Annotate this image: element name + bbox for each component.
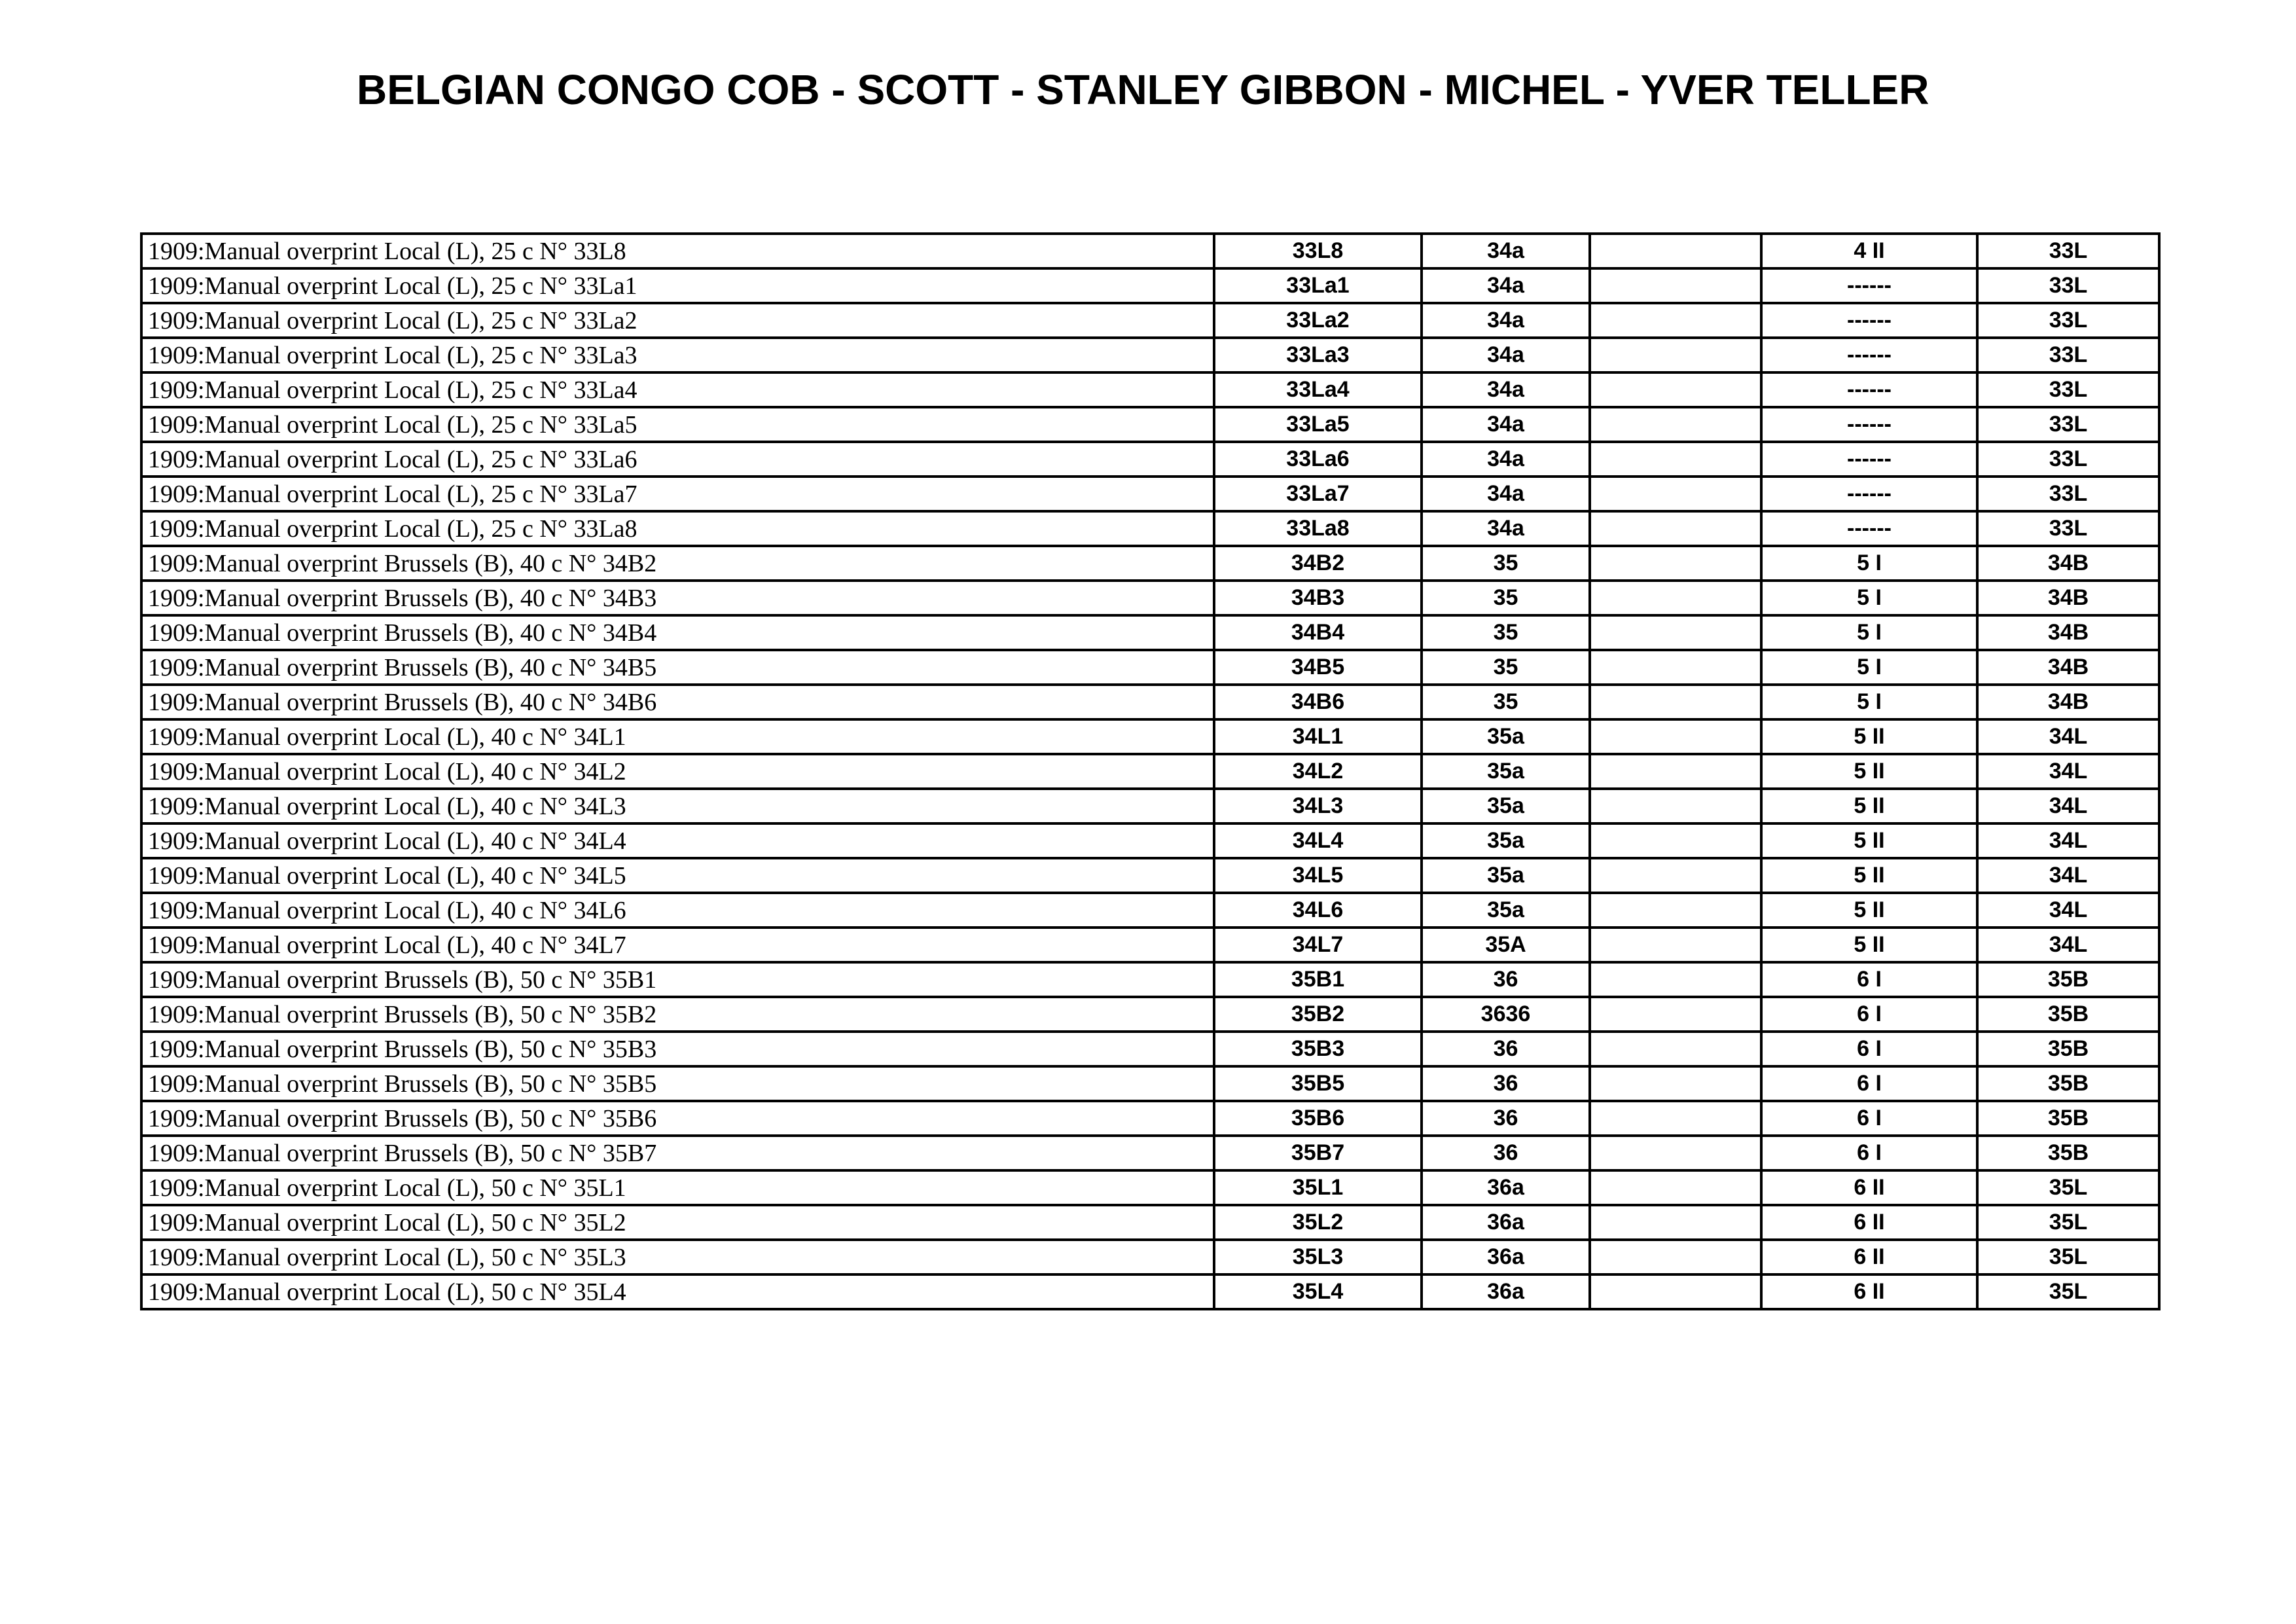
cob-number-cell: 35L1 — [1214, 1170, 1422, 1205]
cob-number-cell: 34L6 — [1214, 893, 1422, 928]
yvert-tellier-number-cell: 34L — [1977, 928, 2159, 962]
table-row — [141, 234, 2159, 268]
stamp-description-cell: 1909:Manual overprint Brussels (B), 50 c N° 35B7 — [141, 1136, 1214, 1170]
table-row — [141, 928, 2159, 962]
stamp-description-cell: 1909:Manual overprint Local (L), 50 c N° 35L3 — [141, 1240, 1214, 1274]
scott-number-cell: 3636 — [1422, 997, 1590, 1032]
table-row — [141, 303, 2159, 338]
cob-number-cell: 33La6 — [1214, 442, 1422, 477]
michel-number-cell: ------ — [1761, 303, 1977, 338]
stanley-gibbons-number-cell — [1590, 303, 1761, 338]
scott-number-cell: 35 — [1422, 581, 1590, 615]
yvert-tellier-number-cell: 33L — [1977, 234, 2159, 268]
stanley-gibbons-number-cell — [1590, 268, 1761, 303]
michel-number-cell: 5 I — [1761, 650, 1977, 685]
stamp-description-cell: 1909:Manual overprint Brussels (B), 40 c N° 34B5 — [141, 650, 1214, 685]
scott-number-cell: 34a — [1422, 407, 1590, 442]
michel-number-cell: 6 I — [1761, 1066, 1977, 1101]
cob-number-cell: 34L7 — [1214, 928, 1422, 962]
stamp-description-cell: 1909:Manual overprint Local (L), 40 c N° 34L7 — [141, 928, 1214, 962]
scott-number-cell: 34a — [1422, 477, 1590, 511]
yvert-tellier-number-cell: 33L — [1977, 268, 2159, 303]
scott-number-cell: 36 — [1422, 1032, 1590, 1066]
table-row — [141, 893, 2159, 928]
yvert-tellier-number-cell: 34L — [1977, 719, 2159, 754]
cob-number-cell: 34B4 — [1214, 615, 1422, 650]
stanley-gibbons-number-cell — [1590, 615, 1761, 650]
cob-number-cell: 34L2 — [1214, 754, 1422, 789]
stanley-gibbons-number-cell — [1590, 962, 1761, 997]
michel-number-cell: 5 II — [1761, 754, 1977, 789]
yvert-tellier-number-cell: 35B — [1977, 1136, 2159, 1170]
stamp-description-cell: 1909:Manual overprint Local (L), 25 c N° 33L8 — [141, 234, 1214, 268]
stanley-gibbons-number-cell — [1590, 511, 1761, 546]
michel-number-cell: 5 II — [1761, 928, 1977, 962]
stanley-gibbons-number-cell — [1590, 719, 1761, 754]
michel-number-cell: 5 II — [1761, 858, 1977, 893]
michel-number-cell: ------ — [1761, 338, 1977, 372]
stanley-gibbons-number-cell — [1590, 234, 1761, 268]
stanley-gibbons-number-cell — [1590, 1205, 1761, 1240]
stanley-gibbons-number-cell — [1590, 338, 1761, 372]
cob-number-cell: 33La4 — [1214, 372, 1422, 407]
stamp-catalog-table — [140, 232, 2161, 1310]
michel-number-cell: 6 I — [1761, 997, 1977, 1032]
table-row — [141, 719, 2159, 754]
yvert-tellier-number-cell: 34B — [1977, 650, 2159, 685]
michel-number-cell: ------ — [1761, 477, 1977, 511]
cob-number-cell: 33L8 — [1214, 234, 1422, 268]
stanley-gibbons-number-cell — [1590, 372, 1761, 407]
cob-number-cell: 33La8 — [1214, 511, 1422, 546]
stanley-gibbons-number-cell — [1590, 928, 1761, 962]
table-row — [141, 546, 2159, 581]
stamp-description-cell: 1909:Manual overprint Brussels (B), 40 c N° 34B4 — [141, 615, 1214, 650]
table-row — [141, 997, 2159, 1032]
michel-number-cell: 6 I — [1761, 1101, 1977, 1136]
scott-number-cell: 35a — [1422, 858, 1590, 893]
table-row — [141, 581, 2159, 615]
michel-number-cell: ------ — [1761, 407, 1977, 442]
stanley-gibbons-number-cell — [1590, 477, 1761, 511]
stamp-description-cell: 1909:Manual overprint Local (L), 25 c N° 33La7 — [141, 477, 1214, 511]
yvert-tellier-number-cell: 34L — [1977, 893, 2159, 928]
cob-number-cell: 35L4 — [1214, 1274, 1422, 1309]
table-row — [141, 1205, 2159, 1240]
stamp-description-cell: 1909:Manual overprint Local (L), 40 c N° 34L2 — [141, 754, 1214, 789]
yvert-tellier-number-cell: 34L — [1977, 754, 2159, 789]
scott-number-cell: 35a — [1422, 789, 1590, 823]
scott-number-cell: 34a — [1422, 511, 1590, 546]
stamp-catalog-body — [141, 234, 2159, 1309]
stanley-gibbons-number-cell — [1590, 442, 1761, 477]
scott-number-cell: 36a — [1422, 1170, 1590, 1205]
michel-number-cell: 6 II — [1761, 1274, 1977, 1309]
yvert-tellier-number-cell: 35L — [1977, 1170, 2159, 1205]
stamp-description-cell: 1909:Manual overprint Local (L), 25 c N° 33La5 — [141, 407, 1214, 442]
table-row — [141, 407, 2159, 442]
table-row — [141, 1170, 2159, 1205]
michel-number-cell: 6 II — [1761, 1240, 1977, 1274]
stamp-description-cell: 1909:Manual overprint Local (L), 25 c N° 33La2 — [141, 303, 1214, 338]
yvert-tellier-number-cell: 34B — [1977, 581, 2159, 615]
scott-number-cell: 35 — [1422, 546, 1590, 581]
table-row — [141, 858, 2159, 893]
table-row — [141, 372, 2159, 407]
stamp-description-cell: 1909:Manual overprint Brussels (B), 40 c N° 34B2 — [141, 546, 1214, 581]
michel-number-cell: 6 II — [1761, 1205, 1977, 1240]
yvert-tellier-number-cell: 34B — [1977, 546, 2159, 581]
cob-number-cell: 35B1 — [1214, 962, 1422, 997]
stamp-description-cell: 1909:Manual overprint Brussels (B), 50 c N° 35B5 — [141, 1066, 1214, 1101]
cob-number-cell: 34B2 — [1214, 546, 1422, 581]
stamp-description-cell: 1909:Manual overprint Local (L), 25 c N° 33La6 — [141, 442, 1214, 477]
yvert-tellier-number-cell: 33L — [1977, 372, 2159, 407]
table-row — [141, 1274, 2159, 1309]
table-row — [141, 477, 2159, 511]
cob-number-cell: 33La3 — [1214, 338, 1422, 372]
cob-number-cell: 34B5 — [1214, 650, 1422, 685]
yvert-tellier-number-cell: 35B — [1977, 1032, 2159, 1066]
stanley-gibbons-number-cell — [1590, 1170, 1761, 1205]
cob-number-cell: 35L3 — [1214, 1240, 1422, 1274]
stamp-description-cell: 1909:Manual overprint Local (L), 40 c N° 34L5 — [141, 858, 1214, 893]
stanley-gibbons-number-cell — [1590, 685, 1761, 719]
scott-number-cell: 35a — [1422, 719, 1590, 754]
scott-number-cell: 35A — [1422, 928, 1590, 962]
cob-number-cell: 33La7 — [1214, 477, 1422, 511]
stanley-gibbons-number-cell — [1590, 754, 1761, 789]
scott-number-cell: 36a — [1422, 1240, 1590, 1274]
stamp-description-cell: 1909:Manual overprint Local (L), 25 c N° 33La1 — [141, 268, 1214, 303]
table-row — [141, 511, 2159, 546]
yvert-tellier-number-cell: 34L — [1977, 858, 2159, 893]
yvert-tellier-number-cell: 35B — [1977, 1066, 2159, 1101]
stanley-gibbons-number-cell — [1590, 858, 1761, 893]
table-row — [141, 650, 2159, 685]
table-row — [141, 1032, 2159, 1066]
yvert-tellier-number-cell: 34L — [1977, 789, 2159, 823]
michel-number-cell: ------ — [1761, 442, 1977, 477]
cob-number-cell: 34L3 — [1214, 789, 1422, 823]
yvert-tellier-number-cell: 35L — [1977, 1274, 2159, 1309]
table-row — [141, 1066, 2159, 1101]
table-row — [141, 1101, 2159, 1136]
yvert-tellier-number-cell: 33L — [1977, 407, 2159, 442]
stanley-gibbons-number-cell — [1590, 1136, 1761, 1170]
yvert-tellier-number-cell: 34B — [1977, 615, 2159, 650]
cob-number-cell: 34L5 — [1214, 858, 1422, 893]
table-row — [141, 615, 2159, 650]
stamp-description-cell: 1909:Manual overprint Local (L), 40 c N° 34L4 — [141, 823, 1214, 858]
scott-number-cell: 34a — [1422, 372, 1590, 407]
michel-number-cell: 6 I — [1761, 1136, 1977, 1170]
michel-number-cell: 5 II — [1761, 789, 1977, 823]
cob-number-cell: 35B2 — [1214, 997, 1422, 1032]
yvert-tellier-number-cell: 34B — [1977, 685, 2159, 719]
cob-number-cell: 35B5 — [1214, 1066, 1422, 1101]
cob-number-cell: 33La2 — [1214, 303, 1422, 338]
stanley-gibbons-number-cell — [1590, 1240, 1761, 1274]
cob-number-cell: 35B6 — [1214, 1101, 1422, 1136]
scott-number-cell: 36a — [1422, 1205, 1590, 1240]
michel-number-cell: ------ — [1761, 372, 1977, 407]
cob-number-cell: 34B3 — [1214, 581, 1422, 615]
yvert-tellier-number-cell: 33L — [1977, 477, 2159, 511]
stamp-description-cell: 1909:Manual overprint Local (L), 50 c N° 35L4 — [141, 1274, 1214, 1309]
yvert-tellier-number-cell: 33L — [1977, 338, 2159, 372]
scott-number-cell: 34a — [1422, 338, 1590, 372]
michel-number-cell: 6 I — [1761, 962, 1977, 997]
michel-number-cell: 5 I — [1761, 581, 1977, 615]
scott-number-cell: 35 — [1422, 615, 1590, 650]
michel-number-cell: 5 I — [1761, 685, 1977, 719]
stanley-gibbons-number-cell — [1590, 893, 1761, 928]
stamp-description-cell: 1909:Manual overprint Brussels (B), 50 c N° 35B2 — [141, 997, 1214, 1032]
michel-number-cell: 5 II — [1761, 823, 1977, 858]
stamp-description-cell: 1909:Manual overprint Local (L), 25 c N° 33La8 — [141, 511, 1214, 546]
cob-number-cell: 35B3 — [1214, 1032, 1422, 1066]
stanley-gibbons-number-cell — [1590, 1066, 1761, 1101]
michel-number-cell: ------ — [1761, 268, 1977, 303]
stamp-description-cell: 1909:Manual overprint Brussels (B), 50 c N° 35B1 — [141, 962, 1214, 997]
cob-number-cell: 33La5 — [1214, 407, 1422, 442]
yvert-tellier-number-cell: 33L — [1977, 442, 2159, 477]
stamp-description-cell: 1909:Manual overprint Brussels (B), 50 c N° 35B3 — [141, 1032, 1214, 1066]
yvert-tellier-number-cell: 33L — [1977, 303, 2159, 338]
scott-number-cell: 34a — [1422, 442, 1590, 477]
stamp-description-cell: 1909:Manual overprint Local (L), 40 c N° 34L1 — [141, 719, 1214, 754]
stanley-gibbons-number-cell — [1590, 546, 1761, 581]
stamp-description-cell: 1909:Manual overprint Brussels (B), 40 c N° 34B3 — [141, 581, 1214, 615]
cob-number-cell: 33La1 — [1214, 268, 1422, 303]
yvert-tellier-number-cell: 35L — [1977, 1205, 2159, 1240]
stamp-description-cell: 1909:Manual overprint Local (L), 50 c N° 35L1 — [141, 1170, 1214, 1205]
scott-number-cell: 35a — [1422, 754, 1590, 789]
table-row — [141, 789, 2159, 823]
michel-number-cell: 5 II — [1761, 893, 1977, 928]
scott-number-cell: 34a — [1422, 268, 1590, 303]
scott-number-cell: 36 — [1422, 1101, 1590, 1136]
stamp-description-cell: 1909:Manual overprint Local (L), 40 c N° 34L6 — [141, 893, 1214, 928]
scott-number-cell: 34a — [1422, 303, 1590, 338]
table-row — [141, 754, 2159, 789]
cob-number-cell: 34L1 — [1214, 719, 1422, 754]
stamp-description-cell: 1909:Manual overprint Local (L), 50 c N° 35L2 — [141, 1205, 1214, 1240]
scott-number-cell: 36 — [1422, 1136, 1590, 1170]
michel-number-cell: 5 I — [1761, 546, 1977, 581]
stamp-description-cell: 1909:Manual overprint Local (L), 25 c N° 33La4 — [141, 372, 1214, 407]
table-row — [141, 442, 2159, 477]
stanley-gibbons-number-cell — [1590, 1101, 1761, 1136]
table-row — [141, 268, 2159, 303]
scott-number-cell: 36 — [1422, 962, 1590, 997]
michel-number-cell: 4 II — [1761, 234, 1977, 268]
stanley-gibbons-number-cell — [1590, 650, 1761, 685]
yvert-tellier-number-cell: 33L — [1977, 511, 2159, 546]
cob-number-cell: 35L2 — [1214, 1205, 1422, 1240]
table-row — [141, 823, 2159, 858]
cob-number-cell: 34L4 — [1214, 823, 1422, 858]
table-row — [141, 338, 2159, 372]
scott-number-cell: 34a — [1422, 234, 1590, 268]
scott-number-cell: 35 — [1422, 685, 1590, 719]
scott-number-cell: 35a — [1422, 823, 1590, 858]
stanley-gibbons-number-cell — [1590, 1032, 1761, 1066]
stanley-gibbons-number-cell — [1590, 823, 1761, 858]
yvert-tellier-number-cell: 35L — [1977, 1240, 2159, 1274]
michel-number-cell: 5 II — [1761, 719, 1977, 754]
yvert-tellier-number-cell: 35B — [1977, 962, 2159, 997]
scott-number-cell: 36 — [1422, 1066, 1590, 1101]
stamp-description-cell: 1909:Manual overprint Local (L), 25 c N° 33La3 — [141, 338, 1214, 372]
cob-number-cell: 34B6 — [1214, 685, 1422, 719]
stanley-gibbons-number-cell — [1590, 581, 1761, 615]
stanley-gibbons-number-cell — [1590, 407, 1761, 442]
michel-number-cell: 6 I — [1761, 1032, 1977, 1066]
page-title: BELGIAN CONGO COB - SCOTT - STANLEY GIBBON - MICHEL - YVER TELLER — [357, 66, 1929, 113]
yvert-tellier-number-cell: 35B — [1977, 1101, 2159, 1136]
stamp-description-cell: 1909:Manual overprint Brussels (B), 40 c N° 34B6 — [141, 685, 1214, 719]
scott-number-cell: 35a — [1422, 893, 1590, 928]
michel-number-cell: 5 I — [1761, 615, 1977, 650]
stanley-gibbons-number-cell — [1590, 997, 1761, 1032]
cob-number-cell: 35B7 — [1214, 1136, 1422, 1170]
yvert-tellier-number-cell: 34L — [1977, 823, 2159, 858]
scott-number-cell: 36a — [1422, 1274, 1590, 1309]
table-row — [141, 1240, 2159, 1274]
stanley-gibbons-number-cell — [1590, 789, 1761, 823]
stamp-description-cell: 1909:Manual overprint Brussels (B), 50 c N° 35B6 — [141, 1101, 1214, 1136]
table-row — [141, 962, 2159, 997]
stanley-gibbons-number-cell — [1590, 1274, 1761, 1309]
michel-number-cell: 6 II — [1761, 1170, 1977, 1205]
scott-number-cell: 35 — [1422, 650, 1590, 685]
yvert-tellier-number-cell: 35B — [1977, 997, 2159, 1032]
table-row — [141, 1136, 2159, 1170]
table-row — [141, 685, 2159, 719]
stamp-description-cell: 1909:Manual overprint Local (L), 40 c N° 34L3 — [141, 789, 1214, 823]
michel-number-cell: ------ — [1761, 511, 1977, 546]
